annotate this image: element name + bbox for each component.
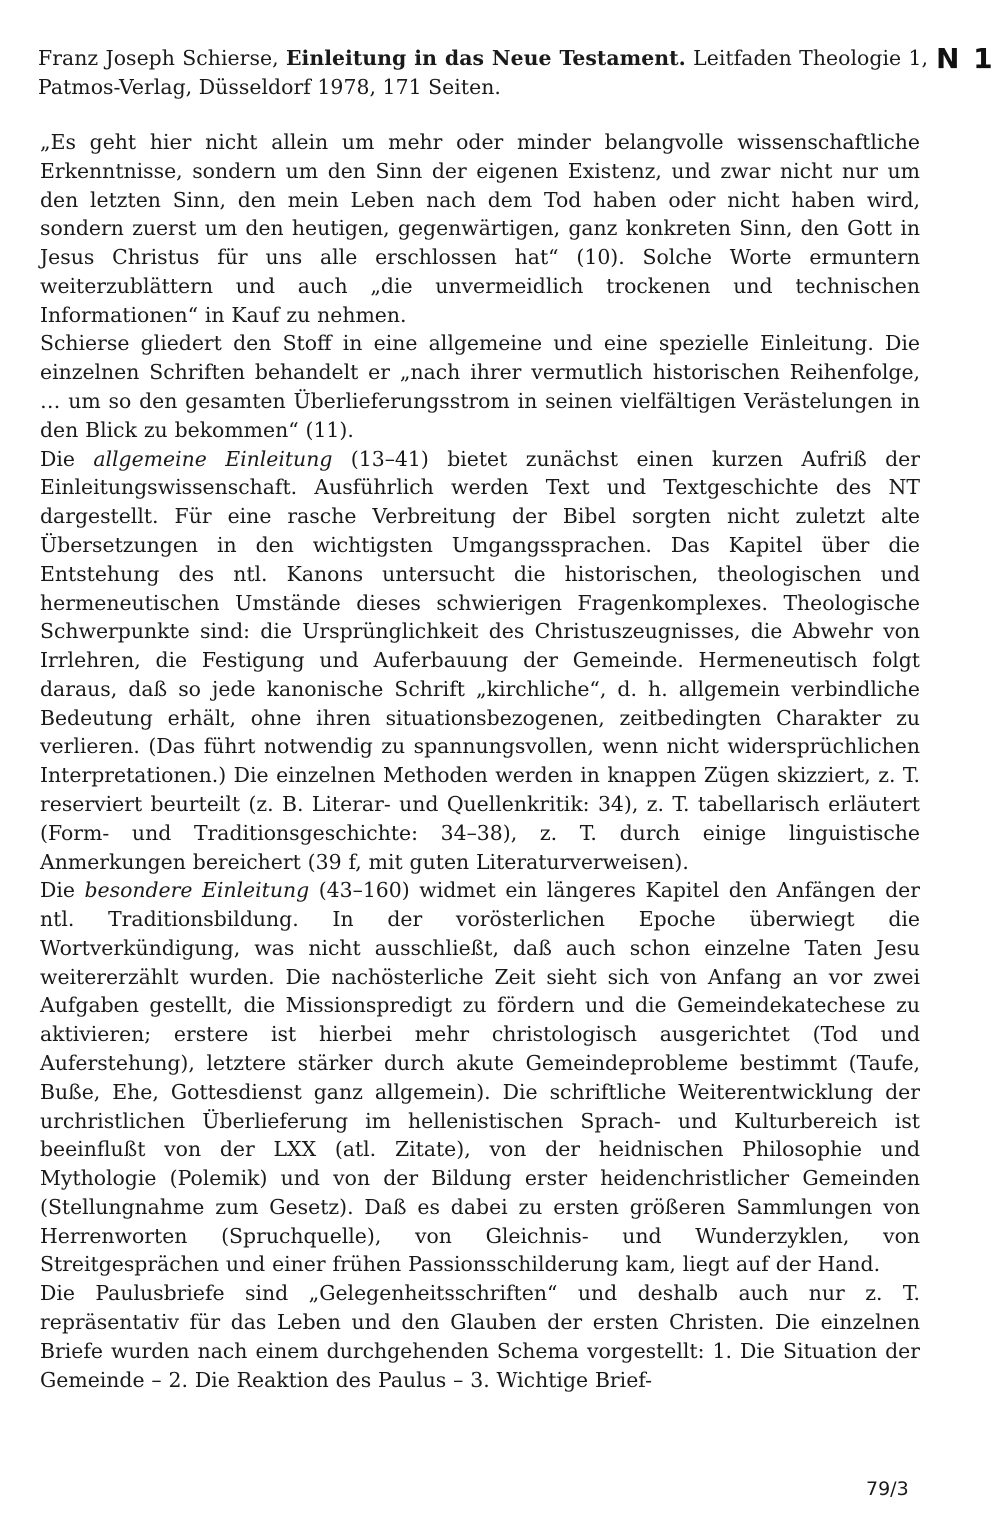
body-paragraph [40,876,920,1279]
paragraph-text: (13–41) bietet zunächst einen kurzen Aufriß der Einleitungswissenschaft. Ausführlich werden Text und Textgeschichte des NT dargestellt. Für eine rasche Verbreitung der Bibel sorgten nicht zuletzt alte Übersetzungen in den wichtigsten Umgangssprachen. Das Kapitel über die Entstehung des ntl. Kanons untersucht die historischen, theologischen und hermeneutischen Umstände dieses schwierigen Fragenkomplexes. Theologische Schwerpunkte sind: die Ursprünglichkeit des Christuszeugnisses, die Abwehr von Irrlehren, die Festigung und Auferbauung der Gemeinde. Hermeneutisch folgt daraus, daß so jede kanonische Schrift „kirchliche“, d. h. allgemein verbindliche Bedeutung erhält, ohne ihren situationsbezogenen, zeitbedingten Charakter zu verlieren. (Das führt notwendig zu spannungsvollen, wenn nicht widersprüchlichen Interpretationen.) Die einzelnen Methoden werden in knappen Zügen skizziert, z. T. reserviert beurteilt (z. B. Literar- und Quellenkritik: 34), z. T. tabellarisch erläutert (Form- und Traditionsgeschichte: 34–38), z. T. durch einige linguistische Anmerkungen bereichert (39 f, mit guten Literaturverweisen). [40,446,920,874]
review-body [40,128,920,1394]
book-title: Einleitung in das Neue Testament. [285,46,686,70]
italic-term: allgemeine Einleitung [93,446,333,471]
paragraph-text: Die Paulusbriefe sind „Gelegenheitsschriften“ und deshalb auch nur z. T. repräsentativ für das Leben und den Glauben der ersten Christen. Die einzelnen Briefe wurden nach einem durchgehenden Schema vorgestellt: 1. Die Situation der Gemeinde – 2. Die Reaktion des Paulus – 3. Wichtige Brief- [40,1281,920,1392]
body-paragraph [40,1279,920,1394]
bibliographic-reference [38,44,928,102]
author-name: Franz Joseph Schierse, [38,46,286,70]
paragraph-text: Die [40,878,85,903]
italic-term: besondere Einleitung [84,878,310,903]
paragraph-text: „Es geht hier nicht allein um mehr oder minder belangvolle wissenschaftliche Erkenntnisse, sondern um den Sinn der eigenen Existenz, und zwar nicht nur um den letzten Sinn, den mein Leben nach dem Tod haben oder nicht haben wird, sondern zuerst um den heutigen, gegenwärtigen, ganz konkreten Sinn, den Gott in Jesus Christus für uns alle erschlossen hat“ (10). Solche Worte ermuntern weiterzublättern und auch „die unvermeidlich trockenen und technischen Informationen“ in Kauf zu nehmen. [40,130,920,327]
paragraph-text: Schierse gliedert den Stoff in eine allgemeine und eine spezielle Einleitung. Die einzelnen Schriften behandelt er „nach ihrer vermutlich historischen Reihenfolge, … um so den gesamten Überlieferungsstrom in seinen vielfältigen Verästelungen in den Blick zu bekommen“ (11). [40,331,920,442]
section-code-label: N 1 [936,42,995,75]
page-number: 79/3 [866,1478,909,1500]
body-paragraph [40,128,920,329]
publication-details: Leitfaden Theologie 1, Patmos-Verlag, Düsseldorf 1978, 171 Seiten. [38,46,929,99]
body-paragraph [40,445,920,877]
paragraph-text: Die [40,446,94,471]
paragraph-text: (43–160) widmet ein längeres Kapitel den Anfängen der ntl. Traditionsbildung. In der vorösterlichen Epoche überwiegt die Wortverkündigung, was nicht ausschließt, daß auch schon einzelne Taten Jesu weitererzählt wurden. Die nachösterliche Zeit sieht sich von Anfang an vor zwei Aufgaben gestellt, die Missionspredigt zu fördern und die Gemeindekatechese zu aktivieren; erstere ist hierbei mehr christologisch ausgerichtet (Tod und Auferstehung), letztere stärker durch akute Gemeindeprobleme bestimmt (Taufe, Buße, Ehe, Gottesdienst ganz allgemein). Die schriftliche Weiterentwicklung der urchristlichen Überlieferung im hellenistischen Sprach- und Kulturbereich ist beeinflußt von der LXX (atl. Zitate), von der heidnischen Philosophie und Mythologie (Polemik) und von der Bildung erster heidenchristlicher Gemeinden (Stellungnahme zum Gesetz). Daß es dabei zu ersten größeren Sammlungen von Herrenworten (Spruchquelle), von Gleichnis- und Wunderzyklen, von Streitgesprächen und einer frühen Passionsschilderung kam, liegt auf der Hand. [40,878,920,1277]
body-paragraph [40,329,920,444]
